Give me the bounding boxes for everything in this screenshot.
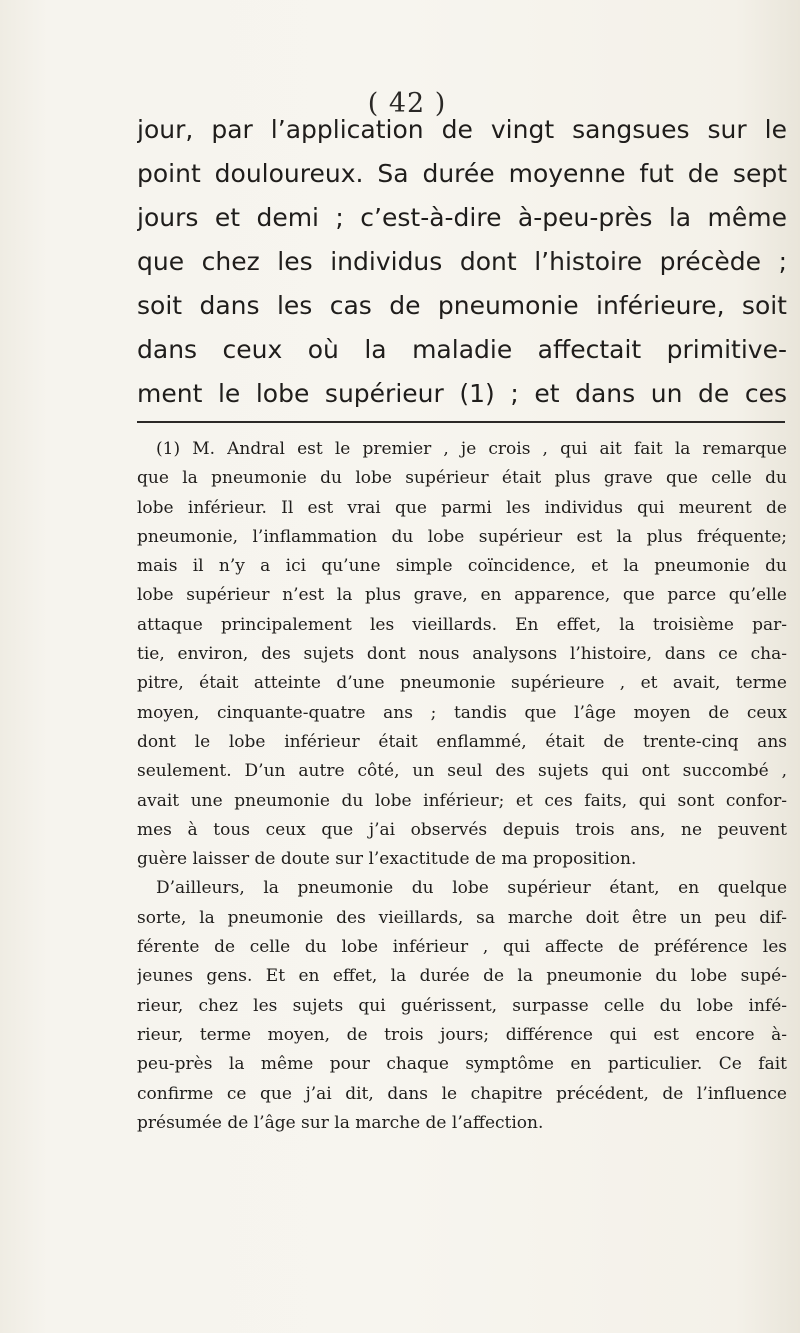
footnote-line: pitre, était atteinte d’une pneumonie supérieure , et avait, terme bbox=[137, 673, 787, 694]
body-line: ment le lobe supérieur (1) ; et dans un de ces bbox=[137, 379, 787, 408]
footnote-line: avait une pneumonie du lobe inférieur; et ces faits, qui sont confor- bbox=[137, 790, 787, 811]
footnote-line: peu-près la même pour chaque symptôme en particulier. Ce fait bbox=[137, 1054, 787, 1075]
footnote-divider bbox=[137, 421, 785, 423]
body-text bbox=[137, 108, 787, 416]
footnote-line: dont le lobe inférieur était enflammé, était de trente-cinq ans bbox=[137, 731, 787, 752]
footnote-line: jeunes gens. Et en effet, la durée de la pneumonie du lobe supé- bbox=[137, 966, 787, 987]
footnote-line: rieur, chez les sujets qui guérissent, surpasse celle du lobe infé- bbox=[137, 995, 787, 1016]
footnote-line: présumée de l’âge sur la marche de l’affection. bbox=[137, 1112, 544, 1133]
footnote-line: tie, environ, des sujets dont nous analysons l’histoire, dans ce cha- bbox=[137, 644, 787, 665]
body-line: soit dans les cas de pneumonie inférieure, soit bbox=[137, 291, 787, 320]
body-line: jour, par l’application de vingt sangsues sur le bbox=[137, 115, 787, 144]
footnote-line: attaque principalement les vieillards. En effet, la troisième par- bbox=[137, 614, 787, 635]
footnote-line: mais il n’y a ici qu’une simple coïncidence, et la pneumonie du bbox=[137, 556, 787, 577]
body-line: que chez les individus dont l’histoire précède ; bbox=[137, 247, 787, 276]
footnote-line: sorte, la pneumonie des vieillards, sa marche doit être un peu dif- bbox=[137, 907, 787, 928]
body-line: jours et demi ; c’est-à-dire à-peu-près la même bbox=[137, 203, 787, 232]
body-line: point douloureux. Sa durée moyenne fut de sept bbox=[137, 159, 787, 188]
footnote-line: rieur, terme moyen, de trois jours; différence qui est encore à- bbox=[137, 1024, 787, 1045]
footnote-line: mes à tous ceux que j’ai observés depuis trois ans, ne peuvent bbox=[137, 819, 787, 840]
footnote-line: lobe inférieur. Il est vrai que parmi les individus qui meurent de bbox=[137, 497, 787, 518]
footnote-line: seulement. D’un autre côté, un seul des sujets qui ont succombé , bbox=[137, 761, 787, 782]
footnote-line: lobe supérieur n’est la plus grave, en apparence, que parce qu’elle bbox=[137, 585, 787, 606]
body-line: dans ceux où la maladie affectait primitive- bbox=[137, 335, 787, 364]
footnote-line: guère laisser de doute sur l’exactitude de ma proposition. bbox=[137, 849, 637, 870]
footnote-line: pneumonie, l’inflammation du lobe supérieur est la plus fréquente; bbox=[137, 526, 787, 547]
footnote-line: confirme ce que j’ai dit, dans le chapitre précédent, de l’influence bbox=[137, 1083, 787, 1104]
footnote-line: moyen, cinquante-quatre ans ; tandis que l’âge moyen de ceux bbox=[137, 702, 787, 723]
page-number: ( 42 ) bbox=[367, 88, 447, 119]
footnote-line: D’ailleurs, la pneumonie du lobe supérieur étant, en quelque bbox=[156, 878, 787, 899]
footnote-line: que la pneumonie du lobe supérieur était plus grave que celle du bbox=[137, 468, 787, 489]
footnote-line: (1) M. Andral est le premier , je crois , qui ait fait la remarque bbox=[156, 439, 787, 459]
footnote bbox=[137, 435, 787, 1138]
footnote-line: férente de celle du lobe inférieur , qui affecte de préférence les bbox=[137, 937, 787, 958]
